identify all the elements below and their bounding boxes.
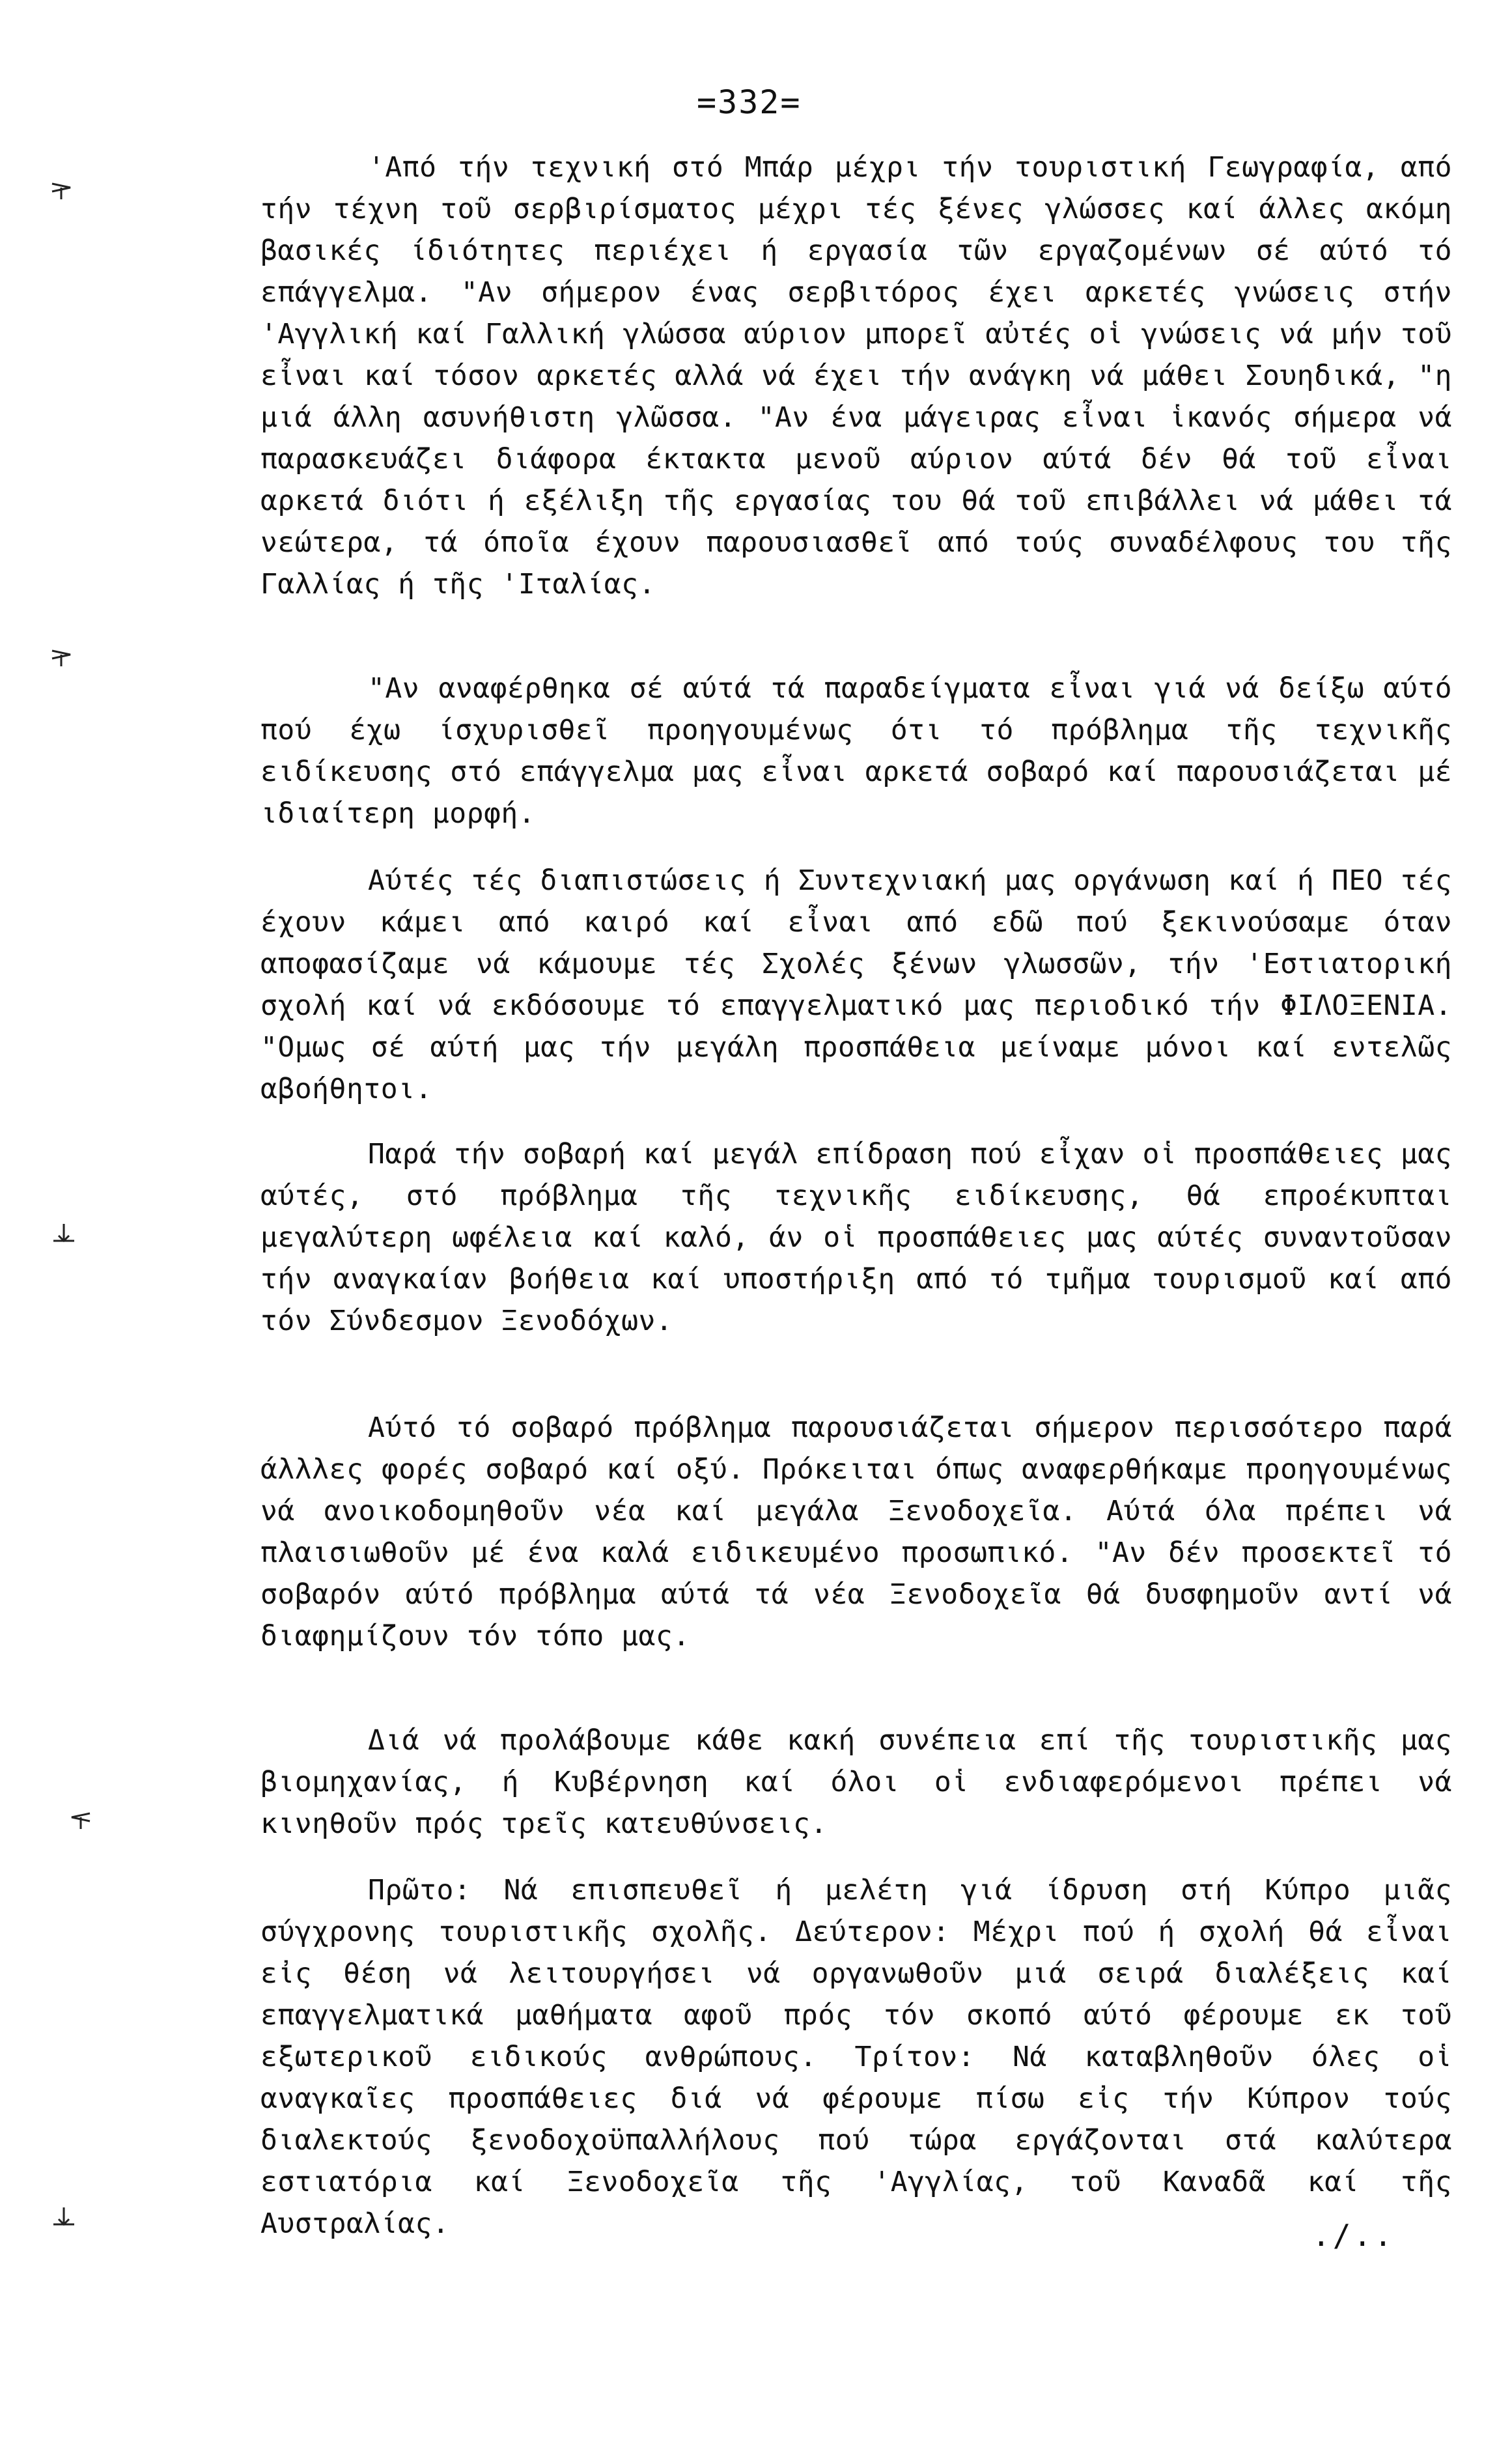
paragraph-6 <box>260 1720 1452 1845</box>
paragraph-3 <box>260 860 1452 1110</box>
paragraph-text: "Αν αναφέρθηκα σέ αύτά τά παραδείγματα εἶναι γιά νά δείξω αύτό πού έχω ίσχυρισθεῖ προηγουμένως ότι τό πρόβλημα τῆς τεχνικῆς ειδίκευσης στό επάγγελμα μας εἶναι αρκετά σοβαρό καί παρουσιάζεται μέ ιδιαίτερη μορφή. <box>260 672 1452 830</box>
paragraph-text: Παρά τήν σοβαρή καί μεγάλ επίδραση πού εἶχαν οἱ προσπάθειες μας αύτές, στό πρόβλημα τῆς τεχνικῆς ειδίκευσης, θά επροέκυπται μεγαλύτερη ωφέλεια καί καλό, άν οἱ προσπάθειες μας αύτές συναντοῦσαν τήν αναγκαίαν βοήθεια καί υποστήριξη από τό τμῆμα τουρισμοῦ καί από τόν Σύνδεσμον Ξενοδόχων. <box>260 1138 1452 1337</box>
paragraph-text: Αύτό τό σοβαρό πρόβλημα παρουσιάζεται σήμερον περισσότερο παρά άλλλες φορές σοβαρό καί οξύ. Πρόκειται όπως αναφερθήκαμε προηγουμένως νά ανοικοδομηθοῦν νέα καί μεγάλα Ξενοδοχεῖα. Αύτά όλα πρέπει νά πλαισιωθοῦν μέ ένα καλά ειδικευμένο προσωπικό. "Αν δέν προσεκτεῖ τό σοβαρόν αύτό πρόβλημα αύτά τά νέα Ξενοδοχεῖα θά δυσφημοῦν αντί νά διαφημίζουν τόν τόπο μας. <box>260 1411 1452 1652</box>
paragraph-4 <box>260 1133 1452 1342</box>
arrow-mark-icon <box>51 642 77 668</box>
paragraph-2 <box>260 668 1452 834</box>
paragraph-text: 'Από τήν τεχνική στό Μπάρ μέχρι τήν τουριστική Γεωγραφία, από τήν τέχνη τοῦ σερβιρίσματος μέχρι τές ξένες γλώσσες καί άλλες ακόμη βασικές ίδιότητες περιέχει ή εργασία τῶν εργαζομένων σέ αύτό τό επάγγελμα. "Αν σήμερον ένας σερβιτόρος έχει αρκετές γνώσεις στήν 'Αγγλική καί Γαλλική γλώσσα αύριον μπορεῖ αὐτές οἱ γνώσεις νά μήν τοῦ εἶναι καί τόσον αρκετές αλλά νά έχει τήν ανάγκη νά μάθει Σουηδικά, "η μιά άλλη ασυνήθιστη γλῶσσα. "Αν ένα μάγειρας εἶναι ἱκανός σήμερα νά παρασκευάζει διάφορα έκτακτα μενοῦ αύριον αύτά δέν θά τοῦ εἶναι αρκετά διότι ή εξέλιξη τῆς εργασίας του θά τοῦ επιβάλλει νά μάθει τά νεώτερα, τά όποῖα έχουν παρουσιασθεῖ από τούς συναδέλφους του τῆς Γαλλίας ή τῆς 'Ιταλίας. <box>260 151 1452 601</box>
paragraph-1 <box>260 147 1452 605</box>
paragraph-5 <box>260 1407 1452 1657</box>
arrow-mark-icon <box>65 1804 91 1830</box>
paragraph-text: Πρῶτο: Νά επισπευθεῖ ή μελέτη γιά ίδρυση στή Κύπρο μιᾶς σύγχρονης τουριστικῆς σχολῆς. Δεύτερον: Μέχρι πού ή σχολή θά εἶναι εἰς θέση νά λειτουργήσει νά οργανωθοῦν μιά σειρά διαλέξεις καί επαγγελματικά μαθήματα αφοῦ πρός τόν σκοπό αύτό φέρουμε εκ τοῦ εξωτερικοῦ ειδικούς ανθρώπους. Τρίτον: Νά καταβληθοῦν όλες οἱ αναγκαῖες προσπάθειες διά νά φέρουμε πίσω εἰς τήν Κύπρον τούς διαλεκτούς ξενοδοχοϋπαλλήλους πού τώρα εργάζονται στά καλύτερα εστιατόρια καί Ξενοδοχεῖα τῆς 'Αγγλίας, τοῦ Καναδᾶ καί τῆς Αυστραλίας. <box>260 1874 1452 2240</box>
arrow-mark-icon <box>51 2205 77 2231</box>
paragraph-text: Διά νά προλάβουμε κάθε κακή συνέπεια επί τῆς τουριστικῆς μας βιομηχανίας, ή Κυβέρνηση καί όλοι οἱ ενδιαφερόμενοι πρέπει νά κινηθοῦν πρός τρεῖς κατευθύνσεις. <box>260 1724 1452 1840</box>
arrow-mark-icon <box>51 1221 77 1247</box>
paragraph-7 <box>260 1869 1452 2245</box>
page-number: =332= <box>697 83 802 121</box>
continuation-mark: ./.. <box>1312 2218 1395 2253</box>
paragraph-text: Αύτές τές διαπιστώσεις ή Συντεχνιακή μας οργάνωση καί ή ΠΕΟ τές έχουν κάμει από καιρό καί εἶναι από εδῶ πού ξεκινούσαμε όταν αποφασίζαμε νά κάμουμε τές Σχολές ξένων γλωσσῶν, τήν 'Εστιατορική σχολή καί νά εκδόσουμε τό επαγγελματικό μας περιοδικό τήν ΦΙΛΟΞΕΝΙΑ. "Ομως σέ αύτή μας τήν μεγάλη προσπάθεια μείναμε μόνοι καί εντελῶς αβοήθητοι. <box>260 864 1452 1105</box>
arrow-mark-icon <box>51 175 77 201</box>
